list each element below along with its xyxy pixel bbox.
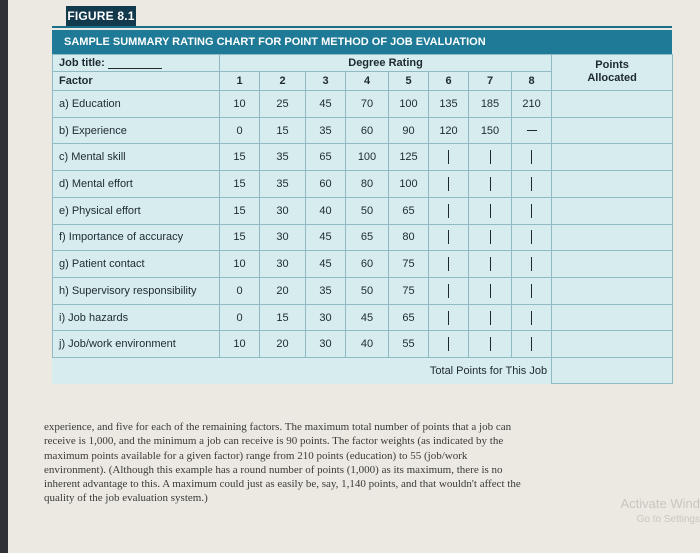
degree-points-cell: 10 xyxy=(220,251,260,278)
degree-points-cell xyxy=(512,197,552,224)
not-applicable-mark xyxy=(490,284,491,298)
factor-row xyxy=(53,251,673,278)
factor-name: a) Education xyxy=(53,90,220,117)
degree-points-cell: 35 xyxy=(260,171,306,198)
textbook-page xyxy=(8,0,700,553)
not-applicable-mark xyxy=(448,230,449,244)
degree-points-cell xyxy=(512,144,552,171)
rating-chart xyxy=(52,54,672,384)
factor-name: h) Supervisory responsibility xyxy=(53,278,220,305)
not-applicable-mark xyxy=(531,311,532,325)
degree-points-cell: 60 xyxy=(346,117,389,144)
not-applicable-mark xyxy=(490,311,491,325)
degree-points-cell xyxy=(429,144,469,171)
degree-header: 7 xyxy=(469,72,512,91)
degree-points-cell xyxy=(469,331,512,358)
figure-label: FIGURE 8.1 xyxy=(66,6,136,26)
degree-points-cell xyxy=(512,117,552,144)
points-allocated-cell xyxy=(552,171,673,198)
degree-points-cell: 45 xyxy=(306,90,346,117)
degree-header: 2 xyxy=(260,72,306,91)
degree-points-cell: 35 xyxy=(306,278,346,305)
not-applicable-mark xyxy=(531,204,532,218)
not-applicable-mark xyxy=(490,150,491,164)
degree-points-cell: 50 xyxy=(346,197,389,224)
degree-points-cell: 75 xyxy=(389,278,429,305)
activation-watermark-sub: Go to Settings xyxy=(636,514,700,525)
degree-header: 3 xyxy=(306,72,346,91)
degree-points-cell: 15 xyxy=(220,197,260,224)
degree-points-cell: 40 xyxy=(346,331,389,358)
degree-header: 8 xyxy=(512,72,552,91)
degree-points-cell: 45 xyxy=(306,224,346,251)
factor-name: c) Mental skill xyxy=(53,144,220,171)
degree-rating-label: Degree Rating xyxy=(220,55,552,72)
not-applicable-mark xyxy=(531,177,532,191)
not-applicable-mark xyxy=(490,177,491,191)
degree-points-cell xyxy=(429,331,469,358)
degree-points-cell: 45 xyxy=(346,304,389,331)
degree-points-cell xyxy=(512,278,552,305)
degree-points-cell: 50 xyxy=(346,278,389,305)
degree-points-cell: 45 xyxy=(306,251,346,278)
factor-row xyxy=(53,117,673,144)
degree-points-cell xyxy=(429,278,469,305)
degree-points-cell xyxy=(469,224,512,251)
degree-points-cell: 60 xyxy=(346,251,389,278)
not-applicable-mark xyxy=(531,257,532,271)
figure-header-rule xyxy=(52,26,672,28)
degree-header: 5 xyxy=(389,72,429,91)
job-title-label: Job title: xyxy=(53,55,220,72)
factor-row xyxy=(53,331,673,358)
factor-name: d) Mental effort xyxy=(53,171,220,198)
factor-name: i) Job hazards xyxy=(53,304,220,331)
degree-points-cell: 120 xyxy=(429,117,469,144)
degree-points-cell xyxy=(469,278,512,305)
not-applicable-mark xyxy=(531,230,532,244)
degree-header: 1 xyxy=(220,72,260,91)
degree-points-cell: 20 xyxy=(260,331,306,358)
rating-table xyxy=(52,54,673,384)
degree-points-cell: 65 xyxy=(389,197,429,224)
not-applicable-mark xyxy=(531,150,532,164)
figure-title: SAMPLE SUMMARY RATING CHART FOR POINT METHOD OF JOB EVALUATION xyxy=(52,30,672,54)
not-applicable-mark xyxy=(448,204,449,218)
degree-points-cell: 75 xyxy=(389,251,429,278)
degree-header: 6 xyxy=(429,72,469,91)
points-allocated-cell xyxy=(552,144,673,171)
degree-points-cell: 20 xyxy=(260,278,306,305)
degree-points-cell: 65 xyxy=(306,144,346,171)
points-allocated-cell xyxy=(552,90,673,117)
degree-points-cell: 30 xyxy=(260,197,306,224)
degree-points-cell: 65 xyxy=(389,304,429,331)
not-applicable-mark xyxy=(448,150,449,164)
degree-points-cell: 55 xyxy=(389,331,429,358)
total-points-label: Total Points for This Job xyxy=(429,364,548,377)
degree-points-cell: 0 xyxy=(220,304,260,331)
factor-row xyxy=(53,224,673,251)
degree-points-cell: 80 xyxy=(389,224,429,251)
factor-row xyxy=(53,171,673,198)
header-row-degree xyxy=(53,55,673,72)
degree-points-cell: 15 xyxy=(220,224,260,251)
degree-points-cell xyxy=(512,331,552,358)
not-applicable-mark xyxy=(448,311,449,325)
degree-points-cell xyxy=(469,304,512,331)
degree-points-cell: 35 xyxy=(260,144,306,171)
degree-points-cell xyxy=(429,197,469,224)
degree-points-cell: 135 xyxy=(429,90,469,117)
degree-points-cell: 185 xyxy=(469,90,512,117)
degree-points-cell: 125 xyxy=(389,144,429,171)
not-applicable-mark xyxy=(448,284,449,298)
factor-row xyxy=(53,304,673,331)
degree-points-cell: 15 xyxy=(220,144,260,171)
factor-name: j) Job/work environment xyxy=(53,331,220,358)
degree-points-cell: 90 xyxy=(389,117,429,144)
points-allocated-cell xyxy=(552,278,673,305)
degree-points-cell: 65 xyxy=(346,224,389,251)
not-applicable-mark xyxy=(448,177,449,191)
total-points-cell xyxy=(552,358,673,384)
not-applicable-mark xyxy=(531,284,532,298)
degree-header: 4 xyxy=(346,72,389,91)
degree-points-cell xyxy=(469,197,512,224)
not-applicable-mark xyxy=(448,257,449,271)
degree-points-cell: 80 xyxy=(346,171,389,198)
not-applicable-mark xyxy=(527,130,537,131)
degree-points-cell xyxy=(469,171,512,198)
factor-name: f) Importance of accuracy xyxy=(53,224,220,251)
degree-points-cell: 10 xyxy=(220,90,260,117)
points-allocated-cell xyxy=(552,331,673,358)
degree-points-cell: 70 xyxy=(346,90,389,117)
factor-row xyxy=(53,197,673,224)
degree-points-cell xyxy=(512,304,552,331)
degree-points-cell: 210 xyxy=(512,90,552,117)
degree-points-cell xyxy=(429,171,469,198)
degree-points-cell: 15 xyxy=(260,117,306,144)
degree-points-cell: 10 xyxy=(220,331,260,358)
not-applicable-mark xyxy=(490,257,491,271)
factor-row xyxy=(53,144,673,171)
degree-points-cell: 30 xyxy=(306,331,346,358)
degree-points-cell xyxy=(429,224,469,251)
activation-watermark: Activate Wind xyxy=(620,496,700,511)
degree-points-cell: 150 xyxy=(469,117,512,144)
factor-row xyxy=(53,278,673,305)
not-applicable-mark xyxy=(448,337,449,351)
total-row xyxy=(53,358,673,384)
not-applicable-mark xyxy=(490,230,491,244)
total-spacer xyxy=(53,358,389,384)
degree-points-cell: 60 xyxy=(306,171,346,198)
degree-points-cell: 0 xyxy=(220,117,260,144)
degree-points-cell: 15 xyxy=(220,171,260,198)
factor-name: e) Physical effort xyxy=(53,197,220,224)
degree-points-cell xyxy=(512,251,552,278)
degree-points-cell xyxy=(469,144,512,171)
not-applicable-mark xyxy=(490,204,491,218)
not-applicable-mark xyxy=(490,337,491,351)
degree-points-cell xyxy=(429,251,469,278)
degree-points-cell: 30 xyxy=(306,304,346,331)
degree-points-cell: 100 xyxy=(346,144,389,171)
degree-points-cell: 30 xyxy=(260,224,306,251)
degree-points-cell: 100 xyxy=(389,90,429,117)
degree-points-cell: 100 xyxy=(389,171,429,198)
points-allocated-cell xyxy=(552,224,673,251)
degree-points-cell: 0 xyxy=(220,278,260,305)
factor-row xyxy=(53,90,673,117)
degree-points-cell xyxy=(512,171,552,198)
degree-points-cell xyxy=(429,304,469,331)
degree-points-cell xyxy=(512,224,552,251)
points-allocated-cell xyxy=(552,197,673,224)
not-applicable-mark xyxy=(531,337,532,351)
degree-points-cell: 35 xyxy=(306,117,346,144)
body-paragraph: experience, and five for each of the remaining factors. The maximum total number of points that a job can receive is 1,000, and the minimum a job can receive is 90 points. The factor weights (as indicated by the maximum points available for a given factor) range from 210 points (education) to 55 (job/work environment). (Although this example has a round number of points (1,000) as its maximum, there is no inherent advantage to this. A maximum could just as easily be, say, 1,140 points, and that wouldn't affect the quality of the job evaluation system.) xyxy=(44,421,521,505)
degree-points-cell: 25 xyxy=(260,90,306,117)
points-allocated-header: Points Allocated xyxy=(552,55,673,91)
points-allocated-cell xyxy=(552,304,673,331)
factor-column-header: Factor xyxy=(53,72,220,91)
degree-points-cell: 40 xyxy=(306,197,346,224)
points-allocated-cell xyxy=(552,251,673,278)
factor-name: b) Experience xyxy=(53,117,220,144)
points-allocated-cell xyxy=(552,117,673,144)
degree-points-cell xyxy=(469,251,512,278)
degree-points-cell: 15 xyxy=(260,304,306,331)
degree-points-cell: 30 xyxy=(260,251,306,278)
factor-name: g) Patient contact xyxy=(53,251,220,278)
